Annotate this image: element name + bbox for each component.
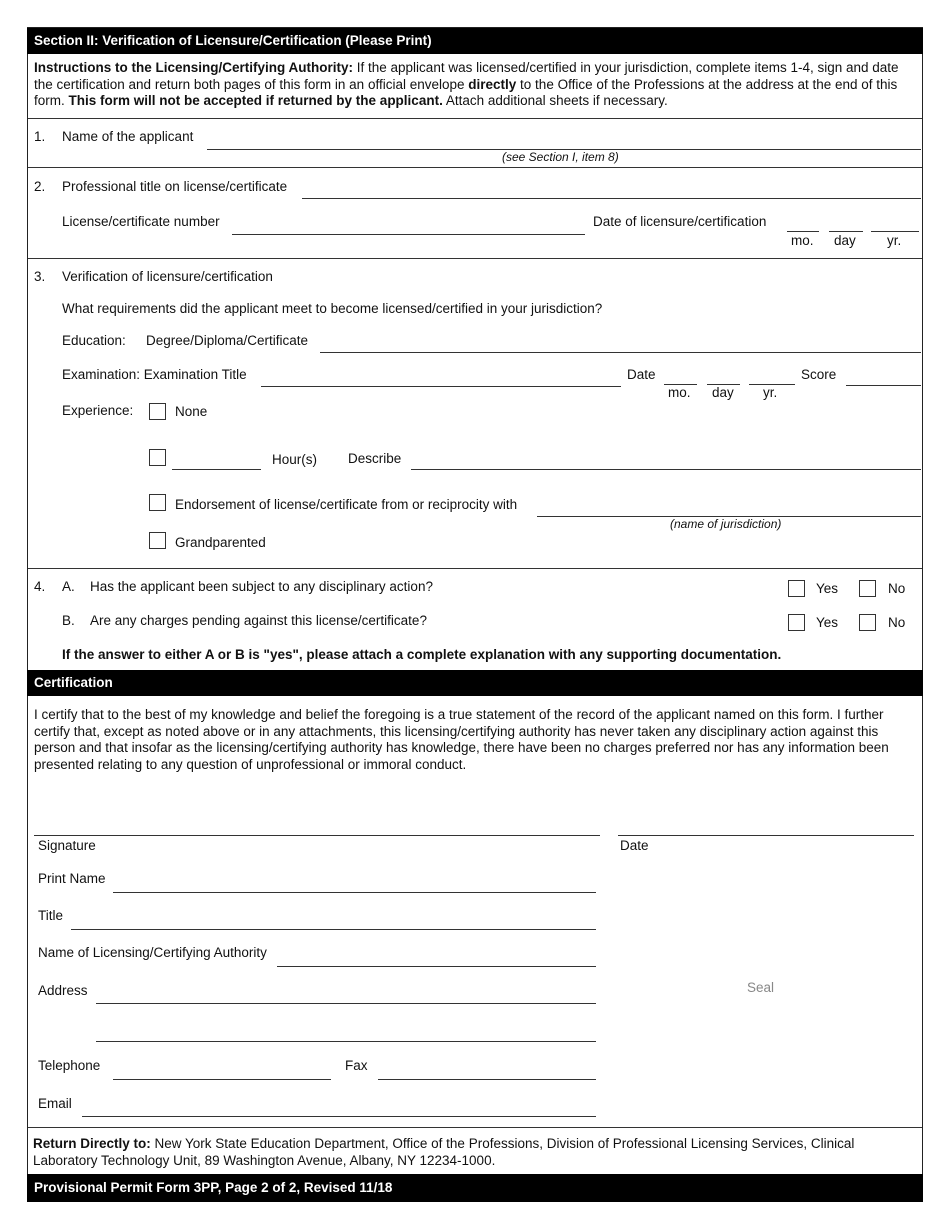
item1-label: Name of the applicant xyxy=(62,129,194,144)
instructions xyxy=(34,60,918,110)
return-address xyxy=(33,1136,917,1169)
licensure-date-day-field[interactable] xyxy=(829,231,863,232)
education-label: Education: xyxy=(62,333,126,348)
return-lead: Return Directly to: xyxy=(33,1136,151,1151)
exam-title-field[interactable] xyxy=(261,386,621,387)
licensure-date-month-field[interactable] xyxy=(787,231,819,232)
item4-number: 4. xyxy=(34,579,46,594)
day-caption: day xyxy=(834,233,856,248)
instructions-lead: Instructions to the Licensing/Certifying Authority: xyxy=(34,60,354,75)
endorsement-checkbox[interactable] xyxy=(149,494,166,511)
telephone-label: Telephone xyxy=(38,1058,101,1073)
no-label: No xyxy=(888,615,906,630)
fax-label: Fax xyxy=(345,1058,368,1073)
print-name-label: Print Name xyxy=(38,871,106,886)
certification-header: Certification xyxy=(27,670,923,696)
email-label: Email xyxy=(38,1096,72,1111)
charges-no-checkbox[interactable] xyxy=(859,614,876,631)
exam-title-label: Examination: Examination Title xyxy=(62,367,247,382)
address-field-line2[interactable] xyxy=(96,1041,596,1042)
section2-header: Section II: Verification of Licensure/Certification (Please Print) xyxy=(27,28,923,54)
item1-number: 1. xyxy=(34,129,46,144)
divider xyxy=(28,258,922,259)
title-field[interactable] xyxy=(71,929,596,930)
signature-field[interactable] xyxy=(34,835,600,836)
grandparented-checkbox[interactable] xyxy=(149,532,166,549)
professional-title-field[interactable] xyxy=(302,198,921,199)
month-caption: mo. xyxy=(791,233,814,248)
authority-label: Name of Licensing/Certifying Authority xyxy=(38,945,267,960)
experience-label: Experience: xyxy=(62,403,134,418)
yes-label: Yes xyxy=(816,615,839,630)
item4b-letter: B. xyxy=(62,613,75,628)
telephone-field[interactable] xyxy=(113,1079,331,1080)
hours-field[interactable] xyxy=(172,469,261,470)
no-label: No xyxy=(888,581,906,596)
charges-pending-question: Are any charges pending against this license/certificate? xyxy=(90,613,427,628)
address-label: Address xyxy=(38,983,88,998)
divider xyxy=(28,568,922,569)
experience-hours-checkbox[interactable] xyxy=(149,449,166,466)
divider xyxy=(28,167,922,168)
experience-none-checkbox[interactable] xyxy=(149,403,166,420)
authority-field[interactable] xyxy=(277,966,596,967)
exam-date-label: Date xyxy=(627,367,656,382)
instructions-text-2: to the Office of the Professions at the address at the end of this form. xyxy=(34,76,898,109)
requirements-question: What requirements did the applicant meet to become licensed/certified in your jurisdiction? xyxy=(62,301,603,316)
item4a-letter: A. xyxy=(62,579,75,594)
describe-label: Describe xyxy=(348,451,402,466)
yes-label: Yes xyxy=(816,581,839,596)
month-caption: mo. xyxy=(668,385,691,400)
print-name-field[interactable] xyxy=(113,892,596,893)
certification-date-label: Date xyxy=(620,838,649,853)
title-label: Title xyxy=(38,908,64,923)
day-caption: day xyxy=(712,385,734,400)
jurisdiction-hint: (name of jurisdiction) xyxy=(670,517,782,531)
instructions-directly: directly xyxy=(468,76,517,92)
degree-field[interactable] xyxy=(320,352,921,353)
disciplinary-no-checkbox[interactable] xyxy=(859,580,876,597)
score-label: Score xyxy=(801,367,837,382)
address-field-line1[interactable] xyxy=(96,1003,596,1004)
none-label: None xyxy=(175,404,208,419)
disciplinary-yes-checkbox[interactable] xyxy=(788,580,805,597)
fax-field[interactable] xyxy=(378,1079,596,1080)
signature-label: Signature xyxy=(38,838,96,853)
certification-statement: I certify that to the best of my knowledge and belief the foregoing is a true statement of the record of the applicant named on this form. I further certify that, except as noted above or in any attachments, this licensing/certifying authority has never taken any disciplinary action against this person and that insofar as the licensing/certifying authority has knowledge, there have been no charges preferred nor has any information been presented relating to any question of unprofessional or immoral conduct. xyxy=(34,707,889,772)
describe-field[interactable] xyxy=(411,469,921,470)
divider xyxy=(28,1127,922,1128)
email-field[interactable] xyxy=(82,1116,596,1117)
return-text: New York State Education Department, Office of the Professions, Division of Professional Licensing Services, Clinical Laboratory Technology Unit, 89 Washington Avenue, Albany, NY 12234-1000. xyxy=(33,1136,855,1168)
hours-label: Hour(s) xyxy=(272,452,318,467)
item3-label: Verification of licensure/certification xyxy=(62,269,273,284)
instructions-text-1: If the applicant was licensed/certified in your jurisdiction, complete items 1-4, sign and date the certification and return both pages of this form in an official envelope xyxy=(34,60,899,92)
year-caption: yr. xyxy=(763,385,778,400)
score-field[interactable] xyxy=(846,385,921,386)
degree-label: Degree/Diploma/Certificate xyxy=(146,333,309,348)
disciplinary-question: Has the applicant been subject to any disciplinary action? xyxy=(90,579,433,594)
license-number-field[interactable] xyxy=(232,234,585,235)
item3-number: 3. xyxy=(34,269,46,284)
year-caption: yr. xyxy=(887,233,902,248)
license-number-label: License/certificate number xyxy=(62,214,220,229)
verification-form xyxy=(27,27,923,1202)
endorsement-label: Endorsement of license/certificate from or reciprocity with xyxy=(175,497,518,512)
professional-title-label: Professional title on license/certificate xyxy=(62,179,288,194)
divider xyxy=(28,118,922,119)
item1-hint: (see Section I, item 8) xyxy=(502,150,619,164)
charges-yes-checkbox[interactable] xyxy=(788,614,805,631)
form-footer: Provisional Permit Form 3PP, Page 2 of 2, Revised 11/18 xyxy=(27,1174,923,1202)
certification-date-field[interactable] xyxy=(618,835,914,836)
instructions-text-3: Attach additional sheets if necessary. xyxy=(442,93,668,109)
item2-number: 2. xyxy=(34,179,46,194)
grandparented-label: Grandparented xyxy=(175,535,266,550)
seal-label: Seal xyxy=(747,980,775,995)
licensure-date-label: Date of licensure/certification xyxy=(593,214,767,229)
licensure-date-year-field[interactable] xyxy=(871,231,919,232)
item4-note: If the answer to either A or B is "yes", please attach a complete explanation with any supporting documentation. xyxy=(62,647,782,662)
instructions-warning: This form will not be accepted if returned by the applicant. xyxy=(68,93,443,109)
